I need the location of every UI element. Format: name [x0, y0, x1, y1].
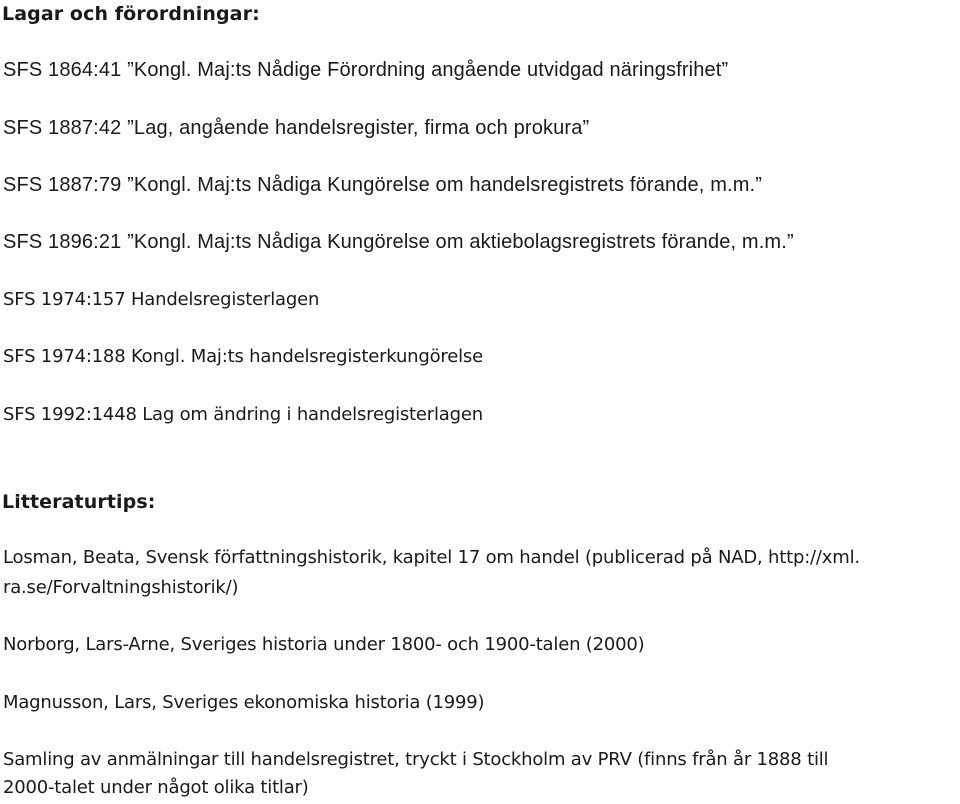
law-item-sfs-1974-157: SFS 1974:157 Handelsregisterlagen [3, 289, 320, 310]
law-item-sfs-1992-1448: SFS 1992:1448 Lag om ändring i handelsregisterlagen [3, 404, 483, 425]
literature-item-samling: Samling av anmälningar till handelsregistret, tryckt i Stockholm av PRV (finns från år 1888 till [3, 749, 829, 770]
literature-item-losman-cont: ra.se/Forvaltningshistorik/) [3, 577, 239, 598]
law-item-sfs-1887-42: SFS 1887:42 ”Lag, angående handelsregister, firma och prokura” [3, 117, 590, 139]
law-item-sfs-1864-41: SFS 1864:41 ”Kongl. Maj:ts Nådige Förordning angående utvidgad näringsfrihet” [3, 59, 729, 81]
literature-item-norborg: Norborg, Lars-Arne, Sveriges historia under 1800- och 1900-talen (2000) [3, 634, 645, 655]
law-item-sfs-1974-188: SFS 1974:188 Kongl. Maj:ts handelsregisterkungörelse [3, 346, 483, 367]
laws-heading: Lagar och förordningar: [2, 3, 260, 25]
literature-heading: Litteraturtips: [2, 491, 156, 513]
literature-item-samling-cont: 2000-talet under något olika titlar) [3, 777, 309, 798]
literature-item-magnusson: Magnusson, Lars, Sveriges ekonomiska historia (1999) [3, 692, 485, 713]
law-item-sfs-1887-79: SFS 1887:79 ”Kongl. Maj:ts Nådiga Kungörelse om handelsregistrets förande, m.m.” [3, 174, 763, 196]
law-item-sfs-1896-21: SFS 1896:21 ”Kongl. Maj:ts Nådiga Kungörelse om aktiebolagsregistrets förande, m.m.” [3, 231, 794, 253]
literature-item-losman: Losman, Beata, Svensk författningshistorik, kapitel 17 om handel (publicerad på NAD, http://xml. [3, 547, 860, 568]
